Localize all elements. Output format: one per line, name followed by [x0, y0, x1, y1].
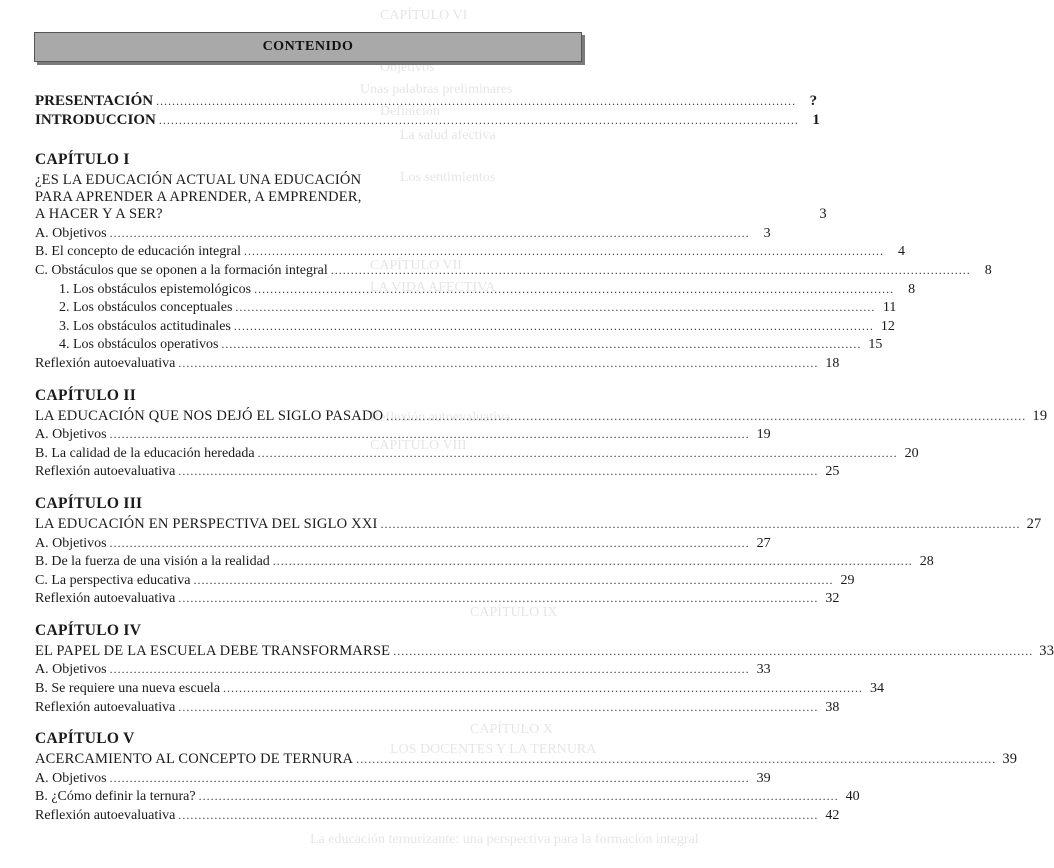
chapter-title-line: PARA APRENDER A APRENDER, A EMPRENDER,	[35, 189, 362, 206]
leader-dots	[235, 298, 875, 317]
toc-page: 1	[812, 111, 820, 128]
toc-page: 32	[825, 591, 840, 607]
toc-entry-reflection[interactable]	[35, 806, 840, 825]
ghost-line: Unas palabras preliminares	[360, 82, 513, 97]
toc-label: B. ¿Cómo definir la ternura?	[35, 789, 196, 805]
toc-label: Reflexión autoevaluativa	[35, 355, 176, 371]
toc-label: B. La calidad de la educación heredada	[35, 445, 255, 461]
toc-page: 12	[880, 318, 895, 334]
leader-dots	[178, 462, 818, 481]
chapter-heading: CAPÍTULO IV	[35, 621, 142, 639]
toc-entry[interactable]	[35, 679, 885, 698]
chapter-heading: CAPÍTULO V	[35, 730, 135, 748]
toc-label: ACERCAMIENTO AL CONCEPTO DE TERNURA	[35, 751, 354, 768]
leader-dots	[110, 660, 750, 679]
toc-page: 42	[825, 808, 840, 824]
toc-label: EL PAPEL DE LA ESCUELA DEBE TRANSFORMARSE	[35, 642, 391, 659]
toc-label: LA EDUCACIÓN EN PERSPECTIVA DEL SIGLO XXI	[35, 515, 378, 532]
toc-page: 40	[845, 789, 860, 805]
leader-dots	[381, 515, 1021, 533]
leader-dots	[178, 354, 818, 373]
toc-entry[interactable]	[35, 571, 855, 590]
toc-page: ?	[809, 93, 818, 109]
toc-entry[interactable]	[35, 261, 992, 280]
toc-page: 33	[756, 662, 771, 678]
toc-entry[interactable]	[35, 224, 771, 243]
toc-entry[interactable]	[35, 660, 771, 679]
chapter-heading: CAPÍTULO I	[35, 151, 130, 169]
chapter-title-entry[interactable]	[35, 642, 1054, 661]
toc-entry[interactable]	[35, 242, 906, 261]
spacer	[35, 608, 571, 622]
toc-page: 18	[825, 355, 840, 371]
ghost-line: LOS DOCENTES Y LA TERNURA	[390, 742, 597, 757]
toc-entry-reflection[interactable]	[35, 589, 840, 608]
toc-page: 15	[868, 337, 883, 353]
toc-entry[interactable]	[35, 769, 771, 788]
leader-dots	[244, 242, 884, 261]
leader-dots	[193, 571, 833, 590]
chapter-title-entry[interactable]	[35, 205, 827, 224]
toc-page: 8	[984, 262, 992, 278]
ghost-line: Reflexión autoevaluativa	[370, 410, 511, 425]
ghost-line: La salud afectiva	[400, 128, 496, 143]
chapter-title-entry[interactable]	[35, 750, 1018, 769]
toc-label: 3. Los obstáculos actitudinales	[59, 318, 231, 334]
toc-page: 39	[756, 770, 771, 786]
toc-entry-presentation[interactable]	[35, 92, 818, 111]
toc-page: 20	[904, 445, 919, 461]
ghost-line: Los sentimientos	[400, 170, 496, 185]
leader-dots	[110, 224, 750, 243]
toc-page: 19	[1032, 407, 1048, 424]
spacer	[35, 129, 571, 151]
toc-label: C. Obstáculos que se oponen a la formación integral	[35, 262, 328, 278]
toc-label: B. El concepto de educación integral	[35, 244, 242, 260]
toc-label: A. Objetivos	[35, 662, 107, 678]
chapter-title-entry[interactable]	[35, 515, 1042, 534]
toc-page: 3	[763, 225, 771, 241]
toc-entry-introduction[interactable]	[35, 111, 820, 130]
toc-label: B. Se requiere una nueva escuela	[35, 681, 221, 697]
chapter-heading: CAPÍTULO II	[35, 386, 137, 404]
toc-label: B. De la fuerza de una visión a la realidad	[35, 554, 270, 570]
toc-page: 25	[825, 464, 840, 480]
toc-subentry[interactable]	[35, 317, 895, 336]
table-of-contents	[35, 92, 1054, 825]
ghost-line: Objetivos	[380, 60, 435, 75]
leader-dots	[234, 317, 874, 336]
leader-dots	[331, 261, 971, 280]
toc-page: 4	[898, 244, 906, 260]
toc-entry-reflection[interactable]	[35, 462, 840, 481]
toc-page: 28	[919, 554, 934, 570]
toc-label: 1. Los obstáculos epistemológicos	[59, 281, 252, 297]
toc-label: Reflexión autoevaluativa	[35, 808, 176, 824]
toc-label: Reflexión autoevaluativa	[35, 699, 176, 715]
ghost-line: Definición	[380, 104, 440, 119]
toc-label: A. Objetivos	[35, 770, 107, 786]
toc-entry-reflection[interactable]	[35, 698, 840, 717]
toc-label: INTRODUCCION	[35, 111, 156, 128]
toc-page: 27	[756, 535, 771, 551]
toc-page: 11	[882, 300, 897, 316]
toc-label: C. La perspectiva educativa	[35, 572, 191, 588]
toc-label: A HACER Y A SER?	[35, 206, 163, 223]
ghost-line: CAPÍTULO VI	[380, 8, 468, 23]
toc-label: Reflexión autoevaluativa	[35, 591, 176, 607]
toc-page: 3	[819, 206, 827, 223]
ghost-line: CAPÍTULO VII	[370, 258, 462, 273]
toc-label: LA EDUCACIÓN QUE NOS DEJÓ EL SIGLO PASADO	[35, 407, 384, 424]
toc-subentry[interactable]	[35, 280, 916, 299]
leader-dots	[223, 679, 863, 698]
toc-label: PRESENTACIÓN	[35, 93, 154, 109]
leader-dots	[356, 750, 996, 768]
leader-dots	[199, 787, 839, 806]
toc-page: 29	[840, 572, 855, 588]
contents-title: CONTENIDO	[262, 39, 354, 54]
toc-entry[interactable]	[35, 534, 771, 553]
toc-page: 19	[756, 427, 771, 443]
leader-dots	[254, 280, 894, 299]
toc-label: A. Objetivos	[35, 427, 107, 443]
leader-dots	[178, 806, 818, 825]
toc-entry[interactable]	[35, 552, 934, 571]
toc-entry[interactable]	[35, 444, 919, 463]
leader-dots	[159, 111, 799, 130]
toc-page: 33	[1039, 642, 1054, 659]
toc-subentry[interactable]	[35, 335, 883, 354]
toc-entry[interactable]	[35, 425, 771, 444]
contents-header	[34, 32, 582, 62]
ghost-line: CAPÍTULO X	[470, 722, 553, 737]
toc-page: 39	[1002, 751, 1018, 768]
ghost-line: LA VIDA AFECTIVA	[370, 280, 496, 295]
toc-page: 38	[825, 699, 840, 715]
chapter-heading: CAPÍTULO III	[35, 494, 143, 512]
leader-dots	[110, 769, 750, 788]
leader-dots	[156, 92, 796, 111]
leader-dots	[178, 589, 818, 608]
leader-dots	[393, 642, 1033, 660]
toc-entry[interactable]	[35, 787, 860, 806]
spacer	[35, 481, 571, 495]
toc-label: 4. Los obstáculos operativos	[59, 337, 219, 353]
ghost-line: La educación ternurizante: una perspectiva para la formación integral	[310, 832, 699, 847]
leader-dots	[273, 552, 913, 571]
toc-page: 34	[870, 681, 885, 697]
leader-dots	[258, 444, 898, 463]
chapter-title-line: ¿ES LA EDUCACIÓN ACTUAL UNA EDUCACIÓN	[35, 172, 362, 189]
chapter-title-entry[interactable]	[35, 407, 1048, 426]
toc-subentry[interactable]	[35, 298, 897, 317]
spacer	[35, 373, 571, 387]
toc-page: 8	[908, 281, 916, 297]
leader-dots	[178, 698, 818, 717]
toc-entry-reflection[interactable]	[35, 354, 840, 373]
toc-label: Reflexión autoevaluativa	[35, 464, 176, 480]
ghost-line: CAPÍTULO IX	[470, 605, 558, 620]
spacer	[35, 716, 571, 730]
leader-dots	[110, 425, 750, 444]
ghost-line: CAPÍTULO VIII	[370, 438, 467, 453]
toc-label: A. Objetivos	[35, 225, 107, 241]
leader-dots	[386, 407, 1026, 425]
toc-label: 2. Los obstáculos conceptuales	[59, 300, 233, 316]
leader-dots	[221, 335, 861, 354]
toc-label: A. Objetivos	[35, 535, 107, 551]
leader-dots	[110, 534, 750, 553]
toc-page: 27	[1026, 515, 1042, 532]
